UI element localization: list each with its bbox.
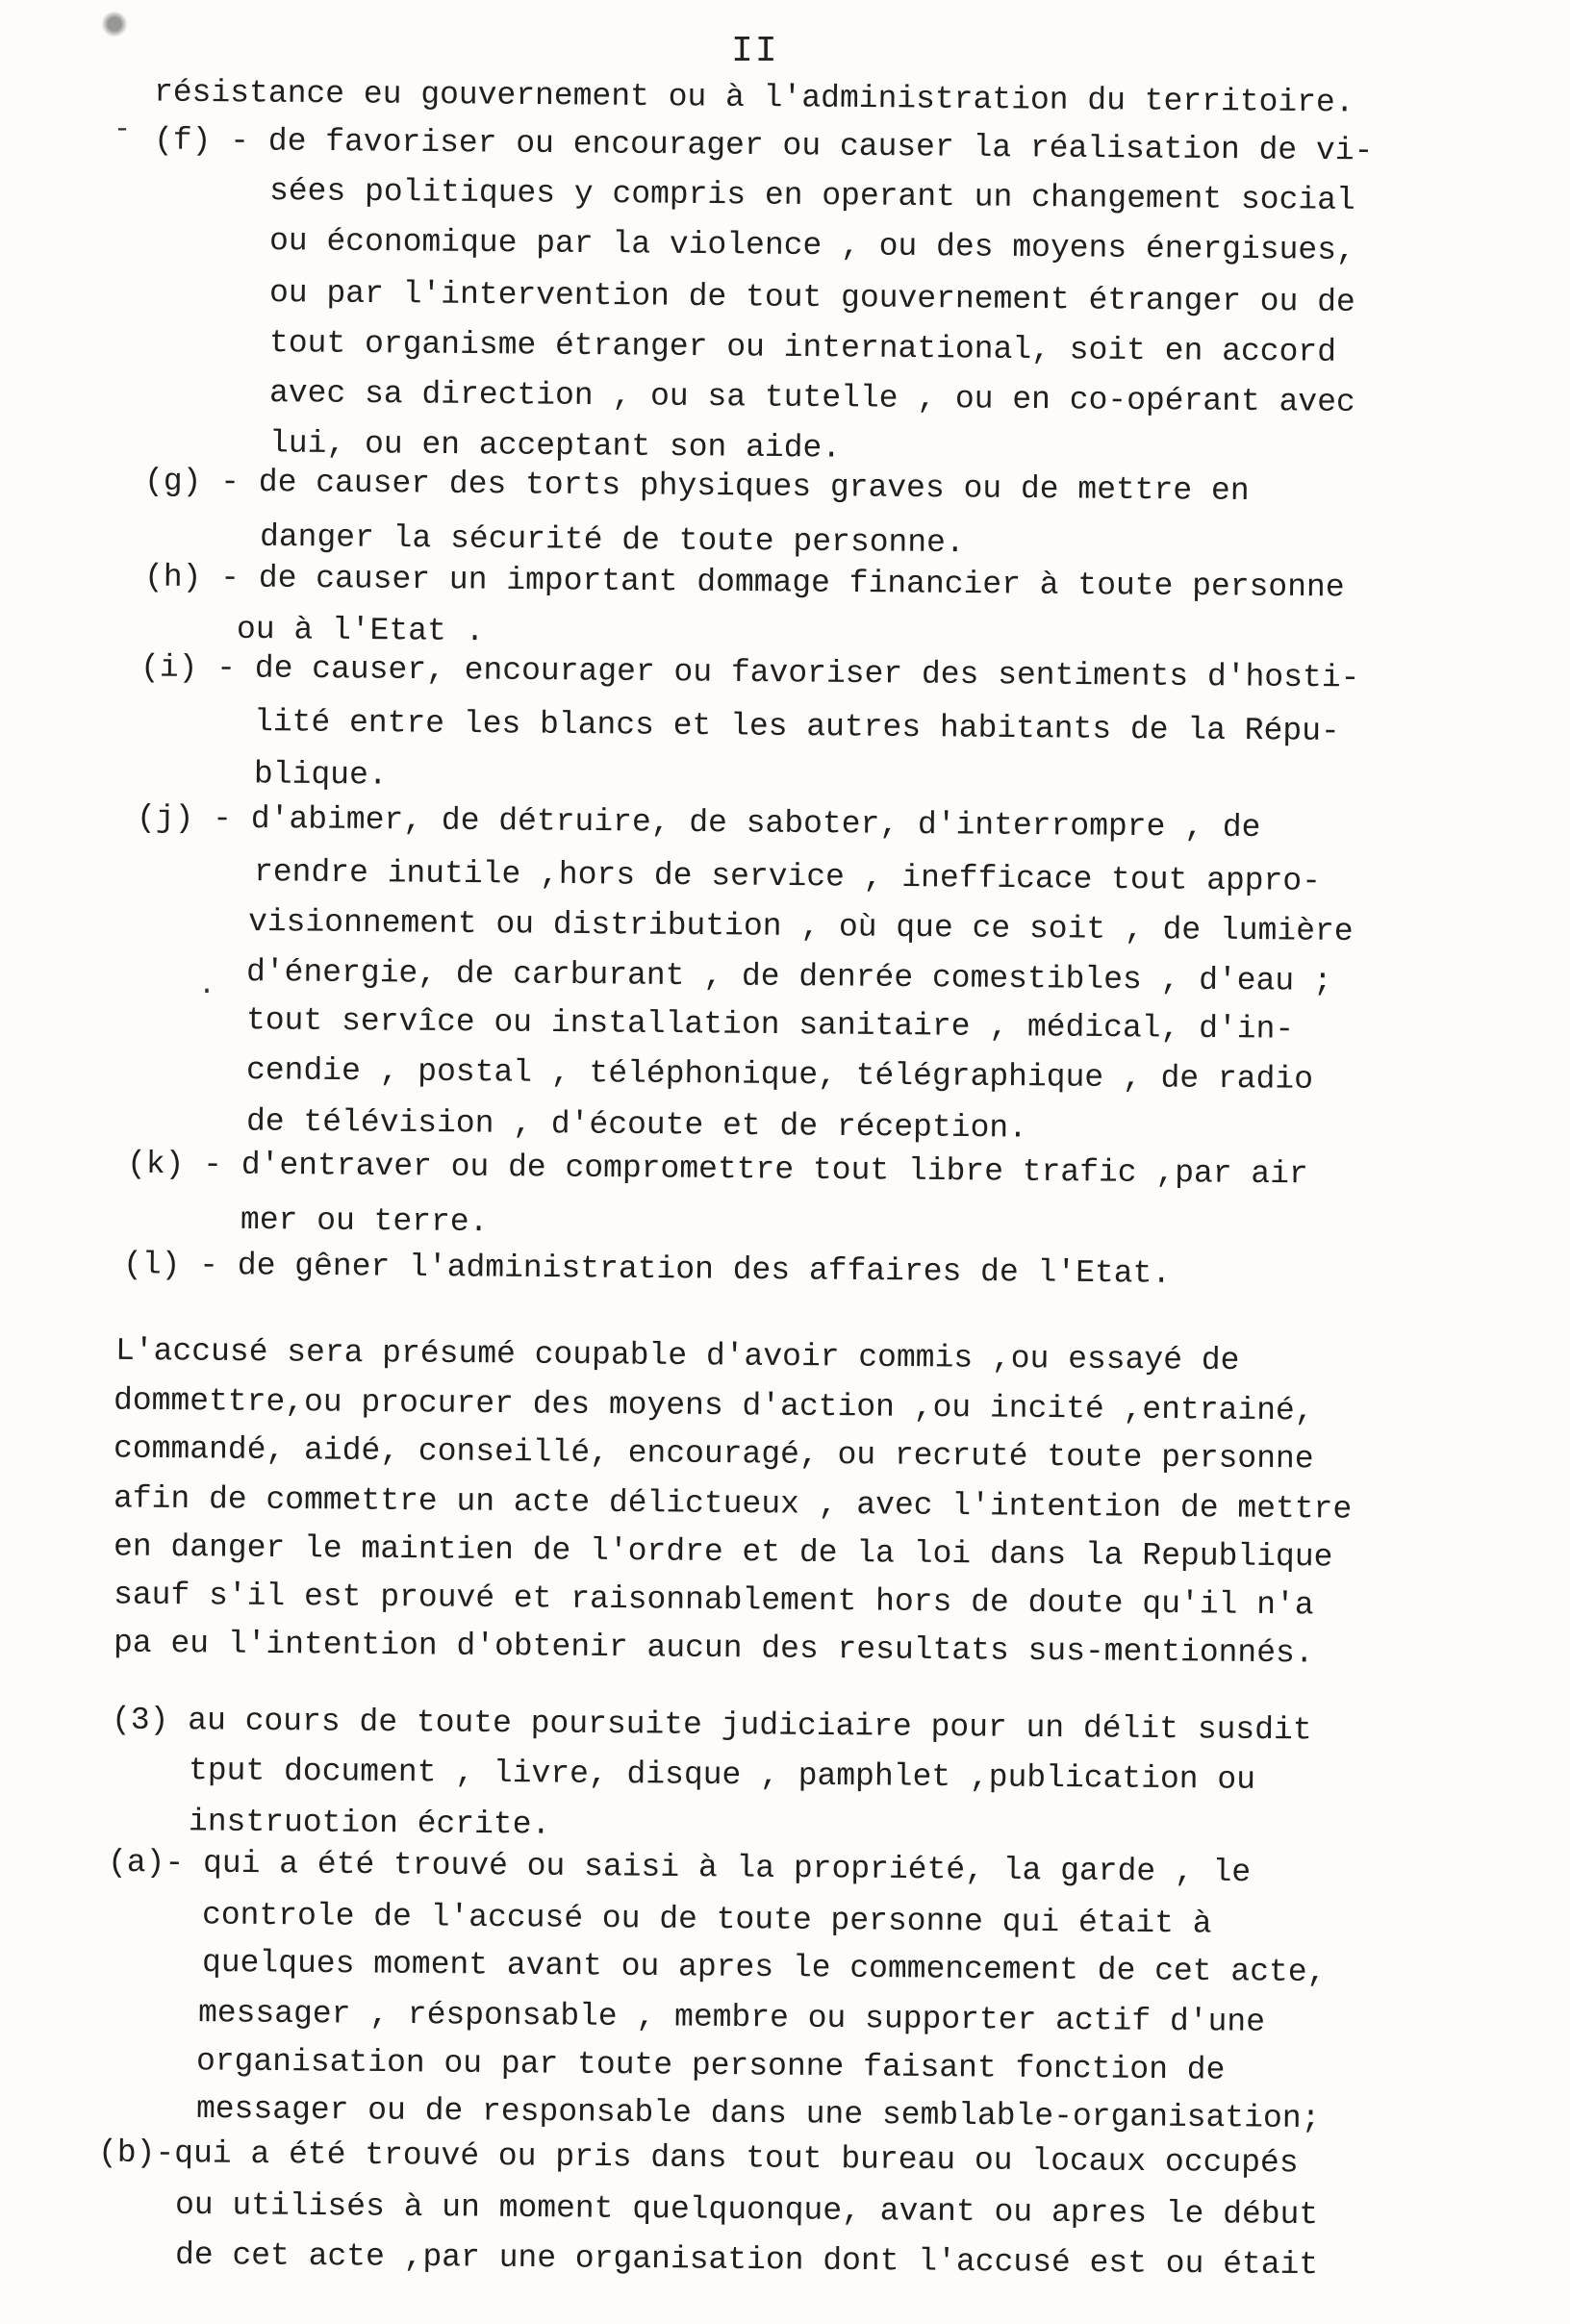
text-line: (3) au cours de toute poursuite judiciaire pour un délit susdit <box>111 1702 1312 1749</box>
text-line: instruotion écrite. <box>188 1804 551 1843</box>
text-line: (a)- qui a été trouvé ou saisi à la propriété, la garde , le <box>107 1844 1252 1891</box>
text-line: tput document , livre, disque , pamphlet ,publication ou <box>188 1753 1256 1798</box>
text-line: quelques moment avant ou apres le commencement de cet acte, <box>201 1944 1327 1991</box>
text-line: lui, ou en acceptant son aide. <box>268 425 842 467</box>
text-line: (j) - d'abimer, de détruire, de saboter, d'interrompre , de <box>136 799 1261 846</box>
text-line: L'accusé sera présumé coupable d'avoir commis ,ou essayé de <box>114 1332 1240 1379</box>
text-line: lité entre les blancs et les autres habitants de la Répu- <box>253 704 1340 749</box>
text-line: (f) - de favoriser ou encourager ou causer la réalisation de vi- <box>153 122 1374 169</box>
text-line: avec sa direction , ou sa tutelle , ou en co-opérant avec <box>268 375 1355 420</box>
text-line: de cet acte ,par une organisation dont l'accusé est ou était <box>174 2236 1319 2284</box>
text-line: sées politiques y compris en operant un changement social <box>268 173 1355 218</box>
text-line: organisation ou par toute personne faisant fonction de <box>195 2043 1226 2088</box>
text-line: messager ou de responsable dans une semblable-organisation; <box>195 2090 1321 2137</box>
text-line: tout organisme étranger ou international, soit en accord <box>268 325 1337 370</box>
text-line: (i) - de causer, encourager ou favoriser des sentiments d'hosti- <box>139 649 1360 696</box>
text-line: sauf s'il est prouvé et raisonnablement hors de doute qu'il n'a <box>113 1577 1314 1624</box>
ink-speck-icon <box>98 10 131 38</box>
text-line: cendie , postal , téléphonique, télégraphique , de radio <box>245 1052 1314 1098</box>
text-line: ou économique par la violence , ou des moyens énergisues, <box>268 223 1355 268</box>
text-line: résistance eu gouvernement ou à l'administration du territoire. <box>153 74 1355 121</box>
text-line: (g) - de causer des torts physiques graves ou de mettre en <box>143 463 1250 510</box>
text-line: afin de commettre un acte délictueux , avec l'intention de mettre <box>113 1480 1353 1528</box>
text-line: (h) - de causer un important dommage financier à toute personne <box>143 559 1345 606</box>
text-line: messager , résponsable , membre ou supporter actif d'une <box>197 1995 1266 2040</box>
text-line: danger la sécurité de toute personne. <box>259 518 965 562</box>
text-line: tout servîce ou installation sanitaire , médical, d'in- <box>245 1002 1295 1048</box>
text-line: (l) - de gêner l'administration des affaires de l'Etat. <box>122 1247 1172 1292</box>
margin-mark: - <box>114 114 132 146</box>
text-line: de télévision , d'écoute et de réception. <box>245 1103 1028 1147</box>
text-line: controle de l'accusé ou de toute personne qui était à <box>201 1897 1212 1942</box>
page-number: II <box>731 31 779 72</box>
text-line: (b)-qui a été trouvé ou pris dans tout bureau ou locaux occupés <box>97 2135 1299 2182</box>
text-line: rendre inutile ,hors de service , inefficace tout appro- <box>253 854 1322 899</box>
text-line: (k) - d'entraver ou de compromettre tout libre trafic ,par air <box>126 1146 1308 1193</box>
text-line: dommettre,ou procurer des moyens d'action ,ou incité ,entrainé, <box>113 1382 1314 1429</box>
margin-mark: . <box>198 970 216 1002</box>
text-line: ou utilisés à un moment quelquonque, avant ou apres le début <box>174 2186 1319 2234</box>
text-line: commandé, aidé, conseillé, encouragé, ou recruté toute personne <box>113 1430 1314 1478</box>
text-line: d'énergie, de carburant , de denrée comestibles , d'eau ; <box>245 954 1332 999</box>
text-line: ou par l'intervention de tout gouvernement étranger ou de <box>268 275 1355 320</box>
text-line: mer ou terre. <box>240 1201 489 1241</box>
text-line: visionnement ou distribution , où que ce soit , de lumière <box>247 903 1354 950</box>
text-line: blique. <box>253 756 388 794</box>
text-line: en danger le maintien de l'ordre et de la loi dans la Republique <box>113 1528 1333 1576</box>
text-line: pa eu l'intention d'obtenir aucun des resultats sus-mentionnés. <box>113 1625 1314 1672</box>
text-line: ou à l'Etat . <box>236 611 485 650</box>
